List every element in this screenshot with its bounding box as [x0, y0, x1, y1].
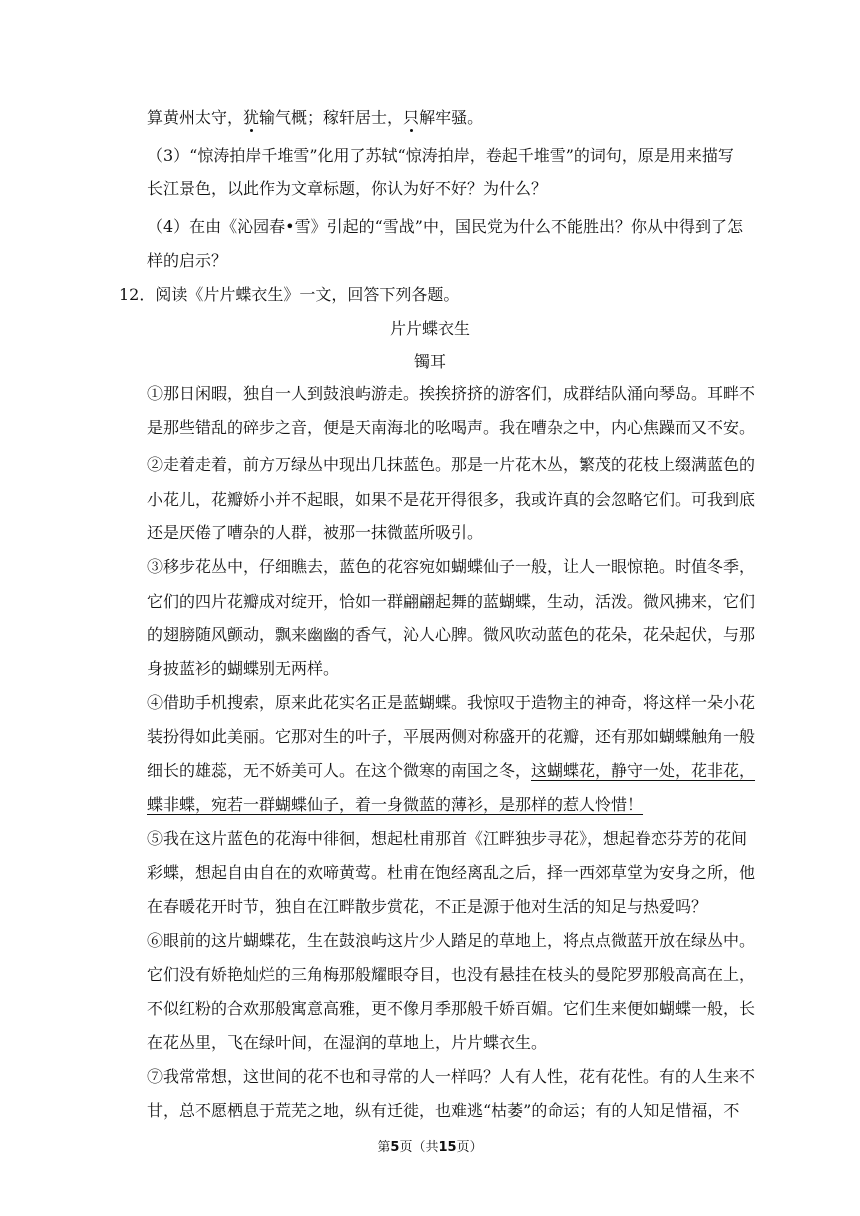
paragraph-3-line: 它们的四片花瓣成对绽开，恰如一群翩翩起舞的蓝蝴蝶，生动，活泼。微风拂来，它们 [147, 592, 756, 611]
paragraph-5-line: ⑤我在这片蓝色的花海中徘徊，想起杜甫那首《江畔独步寻花》，想起眷恋芬芳的花间 [147, 829, 748, 848]
q11-sub3-line: 长江景色，以此作为文章标题，你认为好不好？为什么？ [147, 179, 548, 198]
paragraph-1-line: 是那些错乱的碎步之音，便是天南海北的吆喝声。我在嘈杂之中，内心焦躁而又不安。 [147, 418, 756, 437]
paragraph-2-line: 还是厌倦了嘈杂的人群，被那一抹微蓝所吸引。 [147, 523, 484, 542]
page-number: 5 [390, 1140, 400, 1155]
underlined-sentence: 这蝴蝶花，静守一处，花非花， [531, 761, 756, 780]
paragraph-6-line: 它们没有娇艳灿烂的三角梅那般耀眼夺目，也没有悬挂在枝头的曼陀罗那般高高在上， [147, 965, 756, 984]
emphasis-dot-char: 只 [403, 108, 420, 127]
paragraph-7-line: 甘，总不愿栖息于荒芜之地，纵有迁徙，也难逃“枯萎”的命运；有的人知足惜福，不 [147, 1101, 740, 1120]
article-title: 片片蝶衣生 [389, 319, 470, 338]
paragraph-4-line: ④借助手机搜索，原来此花实名正是蓝蝴蝶。我惊叹于造物主的神奇，将这样一朵小花 [147, 693, 756, 712]
paragraph-6-line: 不似红粉的合欢那般寓意高雅，更不像月季那般千娇百媚。它们生来便如蝴蝶一般，长 [147, 999, 756, 1018]
article-author: 镯耳 [413, 352, 446, 371]
paragraph-2-line: 小花儿，花瓣娇小并不起眼，如果不是花开得很多，我或许真的会忽略它们。可我到底 [147, 490, 756, 509]
q11-sub4-line: （4）在由《沁园春•雪》引起的“雪战”中，国民党为什么不能胜出？你从中得到了怎 [147, 217, 743, 236]
paragraph-6-line: 在花丛里，飞在绿叶间，在湿润的草地上，片片蝶衣生。 [147, 1033, 548, 1052]
q11-text-line: 算黄州太守，犹输气概；稼轩居士，只解牢骚。 [147, 108, 484, 127]
paragraph-4-line [147, 795, 728, 815]
paragraph-5-line: 彩蝶，想起自由自在的欢啼黄莺。杜甫在饱经离乱之后，择一西郊草堂为安身之所，他 [147, 863, 756, 882]
paragraph-1-line: ①那日闲暇，独自一人到鼓浪屿游走。挨挨挤挤的游客们，成群结队涌向琴岛。耳畔不 [147, 384, 756, 403]
q11-sub4-line: 样的启示？ [147, 251, 228, 270]
page-footer: 第5页（共15页） [377, 1140, 483, 1155]
underlined-sentence: 蝶非蝶，宛若一群蝴蝶仙子，着一身微蓝的薄衫，是那样的惹人怜惜！ [147, 795, 644, 814]
paragraph-3-line: 的翅膀随风颤动，飘来幽幽的香气，沁人心脾。微风吹动蓝色的花朵，花朵起伏，与那 [147, 625, 756, 644]
q11-sub3-line: （3）“惊涛拍岸千堆雪”化用了苏轼“惊涛拍岸，卷起千堆雪”的词句，原是用来描写 [147, 146, 734, 165]
page-total: 15 [438, 1140, 457, 1155]
paragraph-4-line: 细长的雄蕊，无不娇美可人。在这个微寒的南国之冬，这蝴蝶花，静守一处，花非花， [147, 761, 756, 780]
paragraph-7-line: ⑦我常常想，这世间的花不也和寻常的人一样吗？人有人性，花有花性。有的人生来不 [147, 1067, 756, 1086]
paragraph-3-line: ③移步花丛中，仔细瞧去，蓝色的花容宛如蝴蝶仙子一般，让人一眼惊艳。时值冬季， [147, 557, 756, 576]
paragraph-2-line: ②走着走着，前方万绿丛中现出几抹蓝色。那是一片花木丛，繁茂的花枝上缀满蓝色的 [147, 455, 756, 474]
emphasis-dot-char: 犹 [243, 108, 260, 127]
paragraph-3-line: 身披蓝衫的蝴蝶别无两样。 [147, 659, 340, 678]
paragraph-5-line: 在春暖花开时节，独自在江畔散步赏花，不正是源于他对生活的知足与热爱吗？ [147, 897, 708, 916]
paragraph-6-line: ⑥眼前的这片蝴蝶花，生在鼓浪屿这片少人踏足的草地上，将点点微蓝开放在绿丛中。 [147, 931, 756, 950]
question-12-prompt: 12．阅读《片片蝶衣生》一文，回答下列各题。 [119, 285, 460, 304]
paragraph-4-line: 装扮得如此美丽。它那对生的叶子，平展两侧对称盛开的花瓣，还有那如蝴蝶触角一般 [147, 727, 756, 746]
